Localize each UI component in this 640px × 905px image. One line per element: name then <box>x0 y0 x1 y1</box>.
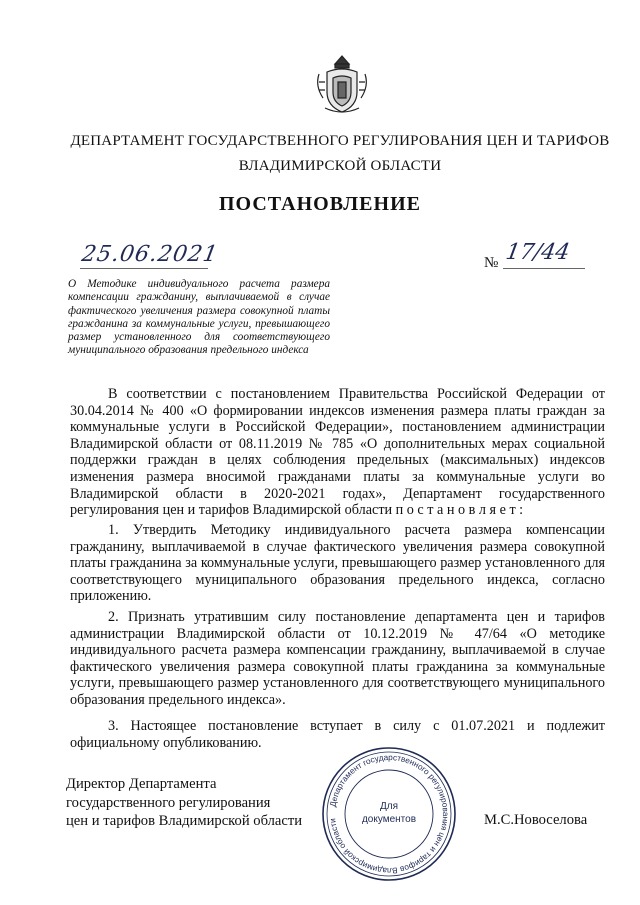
stamp-center-line1: Для <box>379 801 399 812</box>
document-title: ПОСТАНОВЛЕНИЕ <box>219 193 421 215</box>
coat-of-arms-icon <box>313 52 371 116</box>
number-label: № <box>484 255 499 271</box>
item-2-paragraph: 2. Признать утратившим силу постановление департамента цен и тарифов администрации Владимирской области от 10.12.2019 № 47/64 «О методике индивидуального расчета размера компенсации гражданину, выплачиваемой в случае фактического увеличения размера совокупной платы гражданина за коммунальные услуги, превышающего размер установленного для соответствующего муниципального образования предельного индекса». <box>70 609 605 708</box>
department-name-line2: ВЛАДИМИРСКОЙ ОБЛАСТИ <box>238 158 442 174</box>
date-underline <box>80 268 208 269</box>
preamble-text: В соответствии с постановлением Правительства Российской Федерации от 30.04.2014 № 400 «О формировании индексов изменения размера платы граждан за коммунальные услуги в Российской Федерации», постановлением администрации Владимирской области от 08.11.2019 № 785 «О дополнительных мерах социальной поддержки граждан в целях соблюдения предельных (максимальных) индексов изменения размера вносимой гражданами платы за коммунальные услуги во Владимирской области в 2020-2021 годах», Департамент государственного регулирования цен и тарифов Владимирской области <box>70 386 605 519</box>
official-stamp <box>320 745 458 883</box>
signer-title-line3: цен и тарифов Владимирской области <box>66 813 303 829</box>
signer-title-line2: государственного регулирования <box>66 794 271 811</box>
signer-title <box>66 775 302 831</box>
document-number: 17/44 <box>503 240 572 265</box>
document-date: 25.06.2021 <box>79 242 221 267</box>
signer-title-line1: Директор Департамента <box>66 776 217 792</box>
number-underline <box>503 268 585 269</box>
department-name-line1: ДЕПАРТАМЕНТ ГОСУДАРСТВЕННОГО РЕГУЛИРОВАНИЯ ЦЕН И ТАРИФОВ <box>70 133 610 149</box>
item-3-paragraph: 3. Настоящее постановление вступает в силу с 01.07.2021 и подлежит официальному опубликованию. <box>70 718 605 751</box>
preamble-paragraph <box>70 386 605 519</box>
signer-name: М.С.Новоселова <box>484 812 588 828</box>
stamp-ring-text: Департамент государственного регулирования цен и тарифов Владимирской области <box>328 752 451 876</box>
document-subject: О Методике индивидуального расчета размера компенсации гражданину, выплачиваемой в случае фактического увеличения размера совокупной платы гражданина за коммунальные услуги, превышающего размер установленного для соответствующего муниципального образования предельного индекса <box>68 278 330 357</box>
stamp-center-line2: документов <box>361 814 417 825</box>
decides-text: п о с т а н о в л я е т : <box>395 502 524 519</box>
item-1-paragraph: 1. Утвердить Методику индивидуального расчета размера компенсации гражданину, выплачиваемой в случае фактического увеличения размера совокупной платы гражданина за коммунальные услуги, превышающего размер установленного для соответствующего муниципального образования предельного индекса, согласно приложению. <box>70 522 605 605</box>
